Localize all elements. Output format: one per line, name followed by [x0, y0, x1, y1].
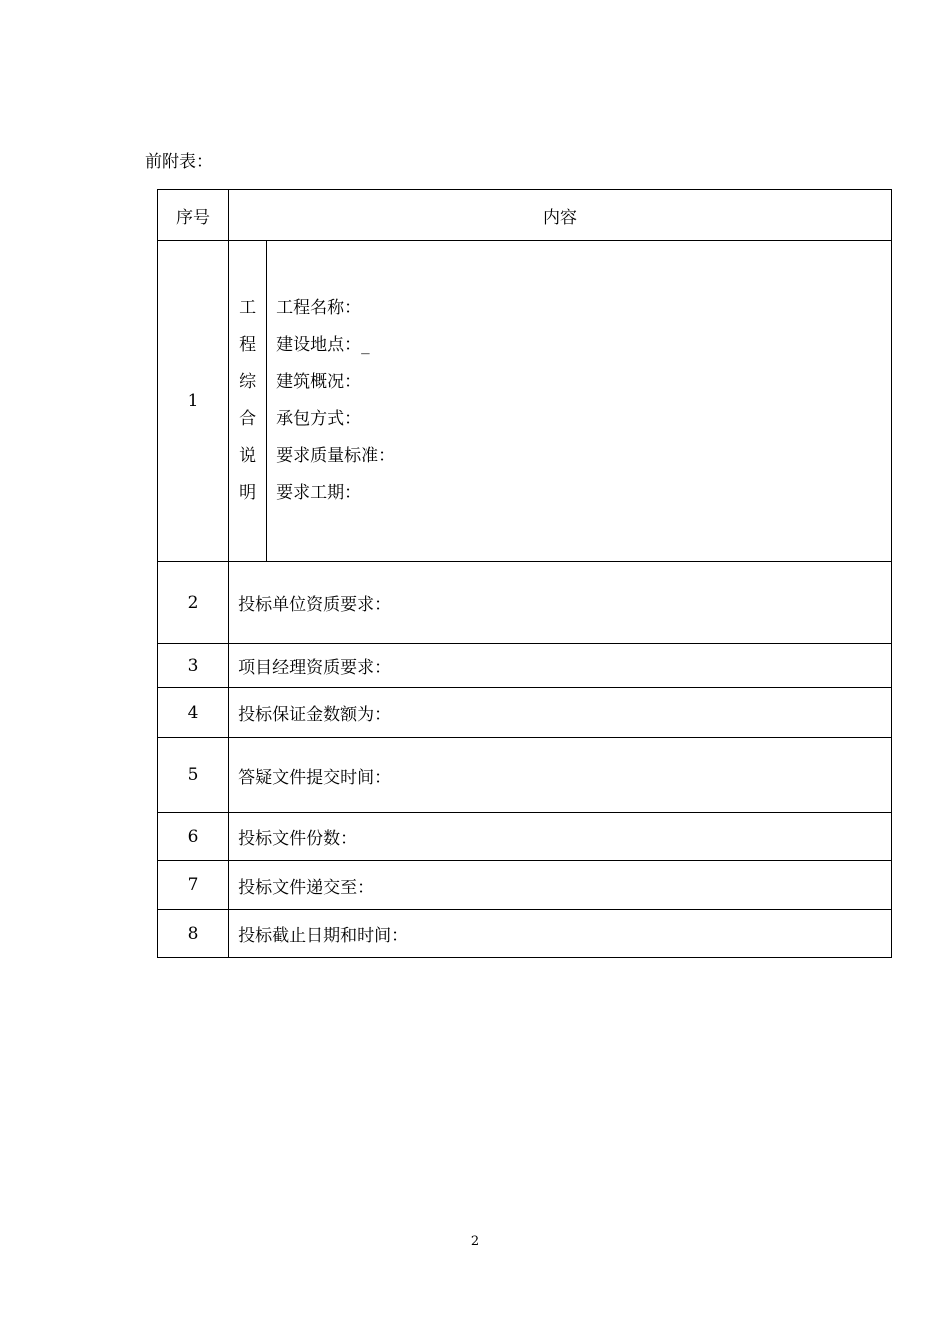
header-content: 内容: [229, 190, 892, 241]
table-caption: 前附表：: [145, 152, 213, 172]
table-row: [158, 910, 892, 958]
contract-method-field: 承包方式：: [276, 409, 362, 429]
construction-period-field: 要求工期：: [276, 483, 362, 503]
table-header-row: [158, 190, 892, 241]
table-row-project-info: [158, 241, 892, 562]
row-content: 投标文件份数：: [229, 813, 892, 861]
project-detail-list: [267, 241, 891, 561]
construction-site-field: 建设地点：_: [276, 335, 370, 355]
row-content: 投标单位资质要求：: [229, 562, 892, 644]
row-content: 答疑文件提交时间：: [229, 738, 892, 813]
row-content: 投标截止日期和时间：: [229, 910, 892, 958]
project-name-field: 工程名称：: [276, 298, 362, 318]
label-char: 明: [239, 483, 257, 503]
row-number: 5: [158, 738, 229, 813]
table-row: [158, 861, 892, 910]
row-number: 3: [158, 644, 229, 688]
row-number: 6: [158, 813, 229, 861]
quality-standard-field: 要求质量标准：: [276, 446, 396, 466]
row-content: 投标文件递交至：: [229, 861, 892, 910]
table-row: [158, 688, 892, 738]
label-char: 综: [239, 372, 257, 392]
label-char: 合: [239, 409, 257, 429]
row-number: 4: [158, 688, 229, 738]
label-char: 程: [239, 335, 257, 355]
front-attached-table: [157, 189, 892, 958]
table-row: [158, 738, 892, 813]
row-number: 7: [158, 861, 229, 910]
table-row: [158, 813, 892, 861]
page-number: 2: [470, 1234, 480, 1249]
label-char: 工: [239, 298, 257, 318]
row-content: 项目经理资质要求：: [229, 644, 892, 688]
project-info-cell: [229, 241, 892, 562]
label-char: 说: [239, 446, 257, 466]
row-number: 1: [158, 241, 229, 562]
table-row: [158, 562, 892, 644]
project-summary-label: [229, 241, 267, 561]
project-info-wrap: [229, 241, 891, 561]
row-number: 2: [158, 562, 229, 644]
building-overview-field: 建筑概况：: [276, 372, 362, 392]
table-row: [158, 644, 892, 688]
row-content: 投标保证金数额为：: [229, 688, 892, 738]
row-number: 8: [158, 910, 229, 958]
header-number: 序号: [158, 190, 229, 241]
